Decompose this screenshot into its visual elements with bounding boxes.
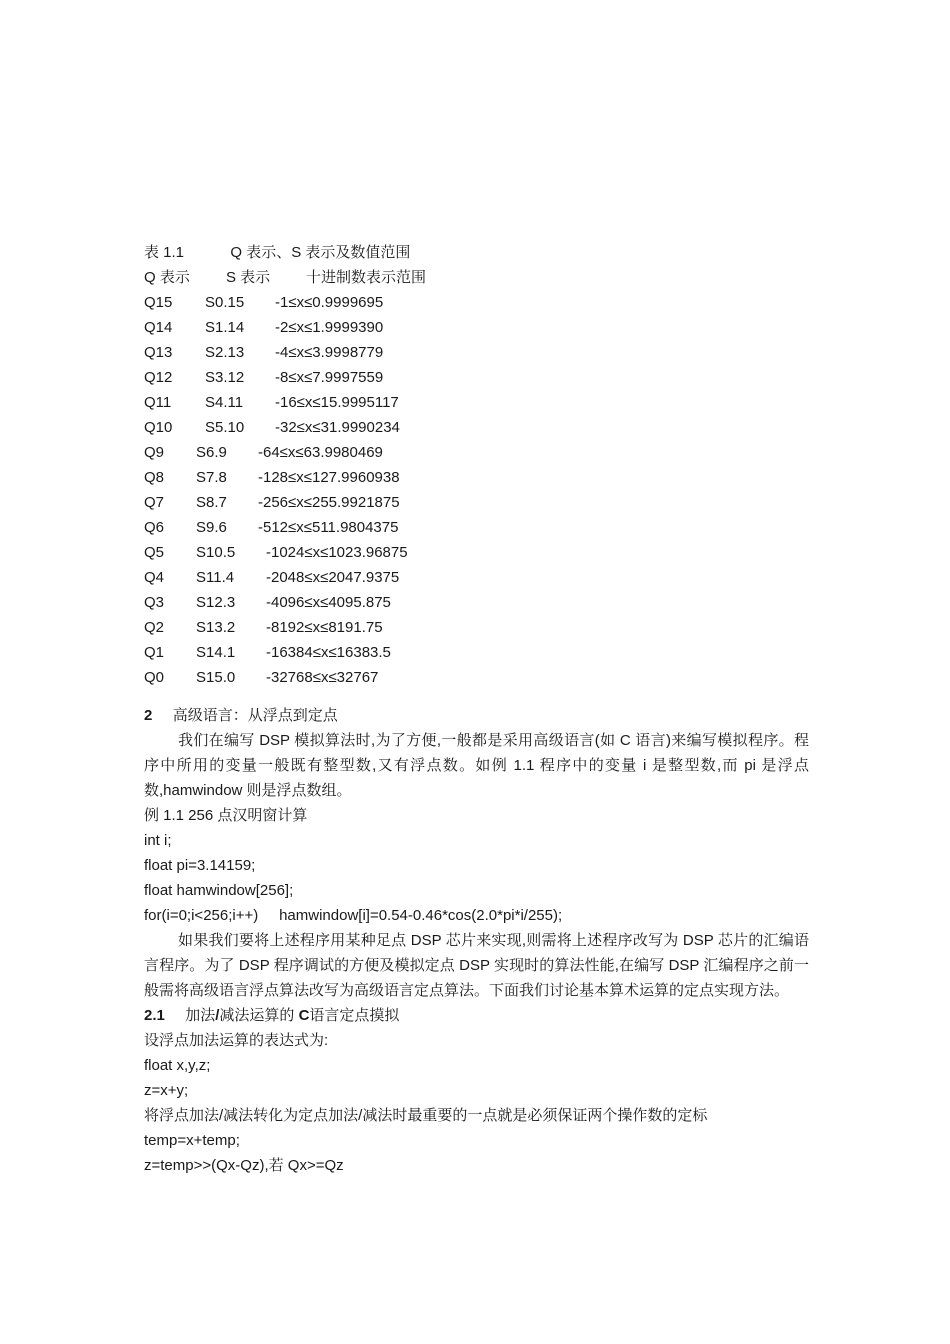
- section-number: 2: [144, 707, 153, 724]
- cell-q: Q15: [144, 294, 173, 311]
- table-row: [144, 290, 809, 315]
- paragraph: 如果我们要将上述程序用某种足点 DSP 芯片来实现,则需将上述程序改写为 DSP 芯片的汇编语言程序。为了 DSP 程序调试的方便及模拟定点 DSP 实现时的算法性能,在编写 DSP 汇编程序之前一般需将高级语言浮点算法改写为高级语言定点算法。下面我们讨论基本算术运算的定点实现方法。: [144, 932, 809, 999]
- cell-q: Q7: [144, 494, 165, 511]
- table-body: [144, 290, 809, 690]
- cell-s: S8.7: [196, 494, 227, 511]
- table-header-q: Q 表示: [144, 269, 190, 286]
- cell-q: Q6: [144, 519, 165, 536]
- document-body: [144, 240, 809, 1178]
- table-row: [144, 440, 809, 465]
- cell-s: S0.15: [205, 294, 245, 311]
- cell-s: S2.13: [205, 344, 245, 361]
- cell-q: Q8: [144, 469, 165, 486]
- table-row: [144, 665, 809, 690]
- table-row: [144, 490, 809, 515]
- text-line: 将浮点加法/减法转化为定点加法/减法时最重要的一点就是必须保证两个操作数的定标: [144, 1107, 708, 1124]
- subsection-title-c: C: [298, 1007, 310, 1024]
- cell-q: Q9: [144, 444, 165, 461]
- table-row: [144, 540, 809, 565]
- table-row: [144, 365, 809, 390]
- cell-s: S12.3: [196, 594, 236, 611]
- table-row: [144, 415, 809, 440]
- table-row: [144, 615, 809, 640]
- code-line: float hamwindow[256];: [144, 882, 294, 899]
- intro-line: 设浮点加法运算的表达式为:: [144, 1032, 329, 1049]
- cell-q: Q10: [144, 419, 173, 436]
- cell-range: -1024≤x≤1023.96875: [266, 544, 408, 561]
- cell-s: S6.9: [196, 444, 227, 461]
- subsection-title-b: 减法运算的: [219, 1007, 295, 1024]
- table-header-s: S 表示: [226, 269, 271, 286]
- table-caption: [144, 240, 809, 265]
- cell-q: Q11: [144, 394, 172, 411]
- cell-q: Q14: [144, 319, 173, 336]
- section-2-heading: [144, 703, 809, 728]
- cell-q: Q12: [144, 369, 173, 386]
- subsection-title-d: 语言定点摸拟: [309, 1007, 400, 1024]
- cell-range: -16≤x≤15.9995117: [275, 394, 399, 411]
- subsection-number: 2.1: [144, 1007, 165, 1024]
- cell-q: Q2: [144, 619, 165, 636]
- cell-range: -32768≤x≤32767: [266, 669, 379, 686]
- cell-q: Q0: [144, 669, 165, 686]
- cell-s: S15.0: [196, 669, 236, 686]
- table-row: [144, 590, 809, 615]
- code-line: float x,y,z;: [144, 1057, 211, 1074]
- cell-q: Q3: [144, 594, 165, 611]
- table-row: [144, 465, 809, 490]
- cell-q: Q1: [144, 644, 165, 661]
- cell-s: S5.10: [205, 419, 245, 436]
- table-caption-number: 表 1.1: [144, 244, 185, 261]
- cell-q: Q5: [144, 544, 165, 561]
- table-caption-title: Q 表示、S 表示及数值范围: [230, 244, 411, 261]
- cell-s: S3.12: [205, 369, 245, 386]
- code-line: for(i=0;i<256;i++) hamwindow[i]=0.54-0.46*cos(2.0*pi*i/255);: [144, 907, 563, 924]
- cell-range: -8192≤x≤8191.75: [266, 619, 383, 636]
- table-header-range: 十进制数表示范围: [306, 269, 427, 286]
- cell-range: -64≤x≤63.9980469: [258, 444, 383, 461]
- cell-range: -1≤x≤0.9999695: [275, 294, 384, 311]
- table-row: [144, 640, 809, 665]
- cell-range: -4≤x≤3.9998779: [275, 344, 384, 361]
- subsection-title-a: 加法: [185, 1007, 216, 1024]
- cell-s: S7.8: [196, 469, 227, 486]
- cell-q: Q13: [144, 344, 173, 361]
- example-title: 例 1.1 256 点汉明窗计算: [144, 807, 308, 824]
- section-2-1-heading: [144, 1003, 809, 1028]
- cell-range: -8≤x≤7.9997559: [275, 369, 384, 386]
- table-row: [144, 565, 809, 590]
- cell-range: -256≤x≤255.9921875: [258, 494, 400, 511]
- cell-range: -2≤x≤1.9999390: [275, 319, 384, 336]
- cell-s: S10.5: [196, 544, 236, 561]
- cell-s: S4.11: [205, 394, 244, 411]
- code-line: float pi=3.14159;: [144, 857, 256, 874]
- code-line: z=temp>>(Qx-Qz),若 Qx>=Qz: [144, 1157, 344, 1174]
- cell-range: -128≤x≤127.9960938: [258, 469, 400, 486]
- cell-s: S14.1: [196, 644, 236, 661]
- paragraph: 我们在编写 DSP 模拟算法时,为了方便,一般都是采用高级语言(如 C 语言)来编写模拟程序。程序中所用的变量一般既有整型数,又有浮点数。如例 1.1 程序中的变量 i 是整型数,而 pi 是浮点数,hamwindow 则是浮点数组。: [144, 732, 809, 799]
- cell-q: Q4: [144, 569, 165, 586]
- cell-s: S11.4: [196, 569, 235, 586]
- table-row: [144, 515, 809, 540]
- code-line: int i;: [144, 832, 172, 849]
- cell-range: -32≤x≤31.9990234: [275, 419, 400, 436]
- table-header: [144, 265, 809, 290]
- cell-range: -2048≤x≤2047.9375: [266, 569, 400, 586]
- cell-s: S13.2: [196, 619, 236, 636]
- cell-range: -16384≤x≤16383.5: [266, 644, 391, 661]
- section-title: 高级语言：从浮点到定点: [172, 707, 338, 724]
- table-row: [144, 315, 809, 340]
- cell-s: S9.6: [196, 519, 227, 536]
- cell-s: S1.14: [205, 319, 245, 336]
- code-line: z=x+y;: [144, 1082, 189, 1099]
- cell-range: -512≤x≤511.9804375: [258, 519, 399, 536]
- table-row: [144, 340, 809, 365]
- subsection-title-slash: /: [215, 1007, 220, 1024]
- cell-range: -4096≤x≤4095.875: [266, 594, 391, 611]
- code-line: temp=x+temp;: [144, 1132, 240, 1149]
- table-row: [144, 390, 809, 415]
